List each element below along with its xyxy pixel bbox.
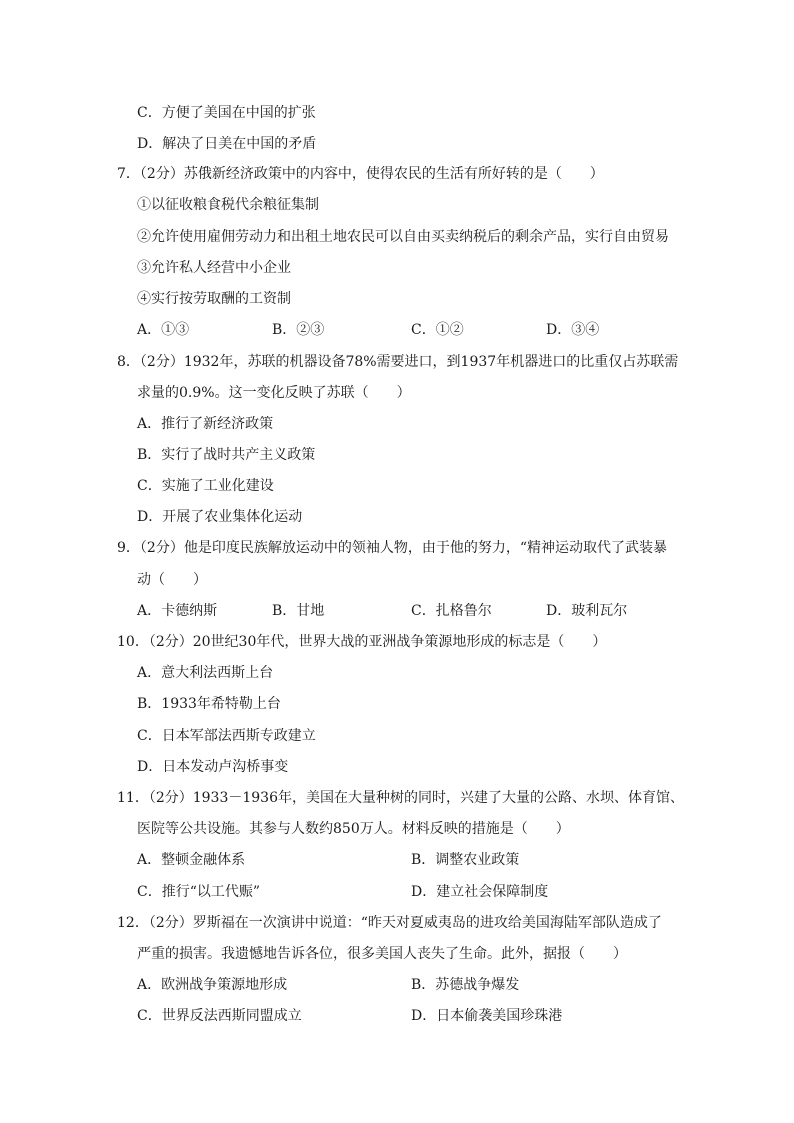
q12-option-b: B．苏德战争爆发 <box>411 977 520 993</box>
q11-option-d: D．建立社会保障制度 <box>411 884 549 900</box>
q10-option-b: B．1933年希特勒上台 <box>137 696 281 712</box>
q10-option-a: A．意大利法西斯上台 <box>137 665 274 681</box>
q11-option-b: B．调整农业政策 <box>411 852 520 868</box>
q10-option-c: C．日本军部法西斯专政建立 <box>137 728 316 744</box>
q12-option-a: A．欧洲战争策源地形成 <box>137 977 288 993</box>
q10-option-d: D．日本发动卢沟桥事变 <box>137 759 289 775</box>
q12-stem-line-1: 12．（2分）罗斯福在一次演讲中说道：“昨天对夏威夷岛的进攻给美国海陆军部队造成了 <box>117 915 662 931</box>
q10-stem: 10．（2分）20世纪30年代，世界大战的亚洲战争策源地形成的标志是（ ） <box>117 634 607 650</box>
q6-option-d: D．解决了日美在中国的矛盾 <box>137 136 317 152</box>
q8-stem-line-2: 求量的0.9%。这一变化反映了苏联（ ） <box>137 385 411 401</box>
q7-option-c: C．①② <box>411 322 464 338</box>
q8-stem-line-1: 8．（2分）1932年，苏联的机器设备78%需要进口，到1937年机器进口的比重仅占苏联需 <box>117 354 679 370</box>
q7-stem: 7．（2分）苏俄新经济政策中的内容中，使得农民的生活有所好转的是（ ） <box>117 166 604 182</box>
q9-stem-line-1: 9．（2分）他是印度民族解放运动中的领袖人物，由于他的努力，“精神运动取代了武装暴 <box>117 540 667 556</box>
q9-option-a: A．卡德纳斯 <box>137 603 218 619</box>
q12-stem-line-2: 严重的损害。我遗憾地告诉各位，很多美国人丧失了生命。此外，据报（ ） <box>137 946 627 962</box>
q7-item-4: ④实行按劳取酬的工资制 <box>137 291 291 307</box>
q9-stem-line-2: 动（ ） <box>137 572 207 588</box>
q11-stem-line-2: 医院等公共设施。其参与人数约850万人。材料反映的措施是（ ） <box>137 821 570 837</box>
q7-item-1: ①以征收粮食税代余粮征集制 <box>137 197 319 213</box>
q11-stem-line-1: 11．（2分）1933－1936年，美国在大量种树的同时，兴建了大量的公路、水坝、体育馆、 <box>117 790 684 806</box>
q8-option-c: C．实施了工业化建设 <box>137 478 274 494</box>
q12-option-c: C．世界反法西斯同盟成立 <box>137 1008 302 1024</box>
q7-option-a: A．①③ <box>137 322 190 338</box>
q7-item-3: ③允许私人经营中小企业 <box>137 260 291 276</box>
q9-option-d: D．玻利瓦尔 <box>546 603 628 619</box>
q7-option-b: B．②③ <box>272 322 325 338</box>
q11-option-a: A．整顿金融体系 <box>137 852 246 868</box>
q8-option-b: B．实行了战时共产主义政策 <box>137 447 316 463</box>
q11-option-c: C．推行“以工代赈” <box>137 884 261 900</box>
q7-item-2: ②允许使用雇佣劳动力和出租土地农民可以自由买卖纳税后的剩余产品，实行自由贸易 <box>137 229 669 245</box>
q9-option-b: B．甘地 <box>272 603 325 619</box>
q12-option-d: D．日本偷袭美国珍珠港 <box>411 1008 563 1024</box>
q6-option-c: C．方便了美国在中国的扩张 <box>137 105 316 121</box>
q7-option-d: D．③④ <box>546 322 600 338</box>
q8-option-d: D．开展了农业集体化运动 <box>137 509 303 525</box>
q9-option-c: C．扎格鲁尔 <box>411 603 492 619</box>
q8-option-a: A．推行了新经济政策 <box>137 416 274 432</box>
